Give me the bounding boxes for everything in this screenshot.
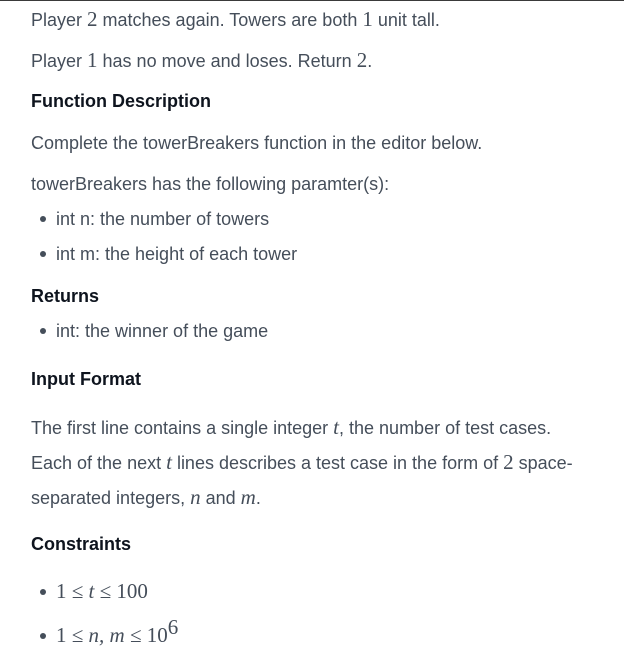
bullet-icon (40, 589, 46, 595)
function-description-text: Complete the towerBreakers function in the editor below. (31, 133, 483, 153)
returns-heading: Returns (31, 286, 100, 306)
list-item: int m: the height of each tower (29, 243, 297, 265)
explanation-line-1: Player 2 matches again. Towers are both 1 unit tall. (31, 7, 440, 31)
input-format-heading: Input Format (31, 369, 141, 389)
list-item: int n: the number of towers (29, 208, 269, 230)
explanation-line-2: Player 1 has no move and loses. Return 2. (31, 48, 373, 72)
input-format-line-3: separated integers, n and m. (31, 485, 261, 509)
constraint-item: 1 ≤ t ≤ 100 (29, 580, 148, 603)
top-border (0, 0, 624, 1)
input-format-line-2: Each of the next t lines describes a test case in the form of 2 space- (31, 450, 573, 474)
constraints-heading: Constraints (31, 534, 132, 554)
function-description-heading: Function Description (31, 91, 211, 111)
params-intro: towerBreakers has the following paramter(s): (31, 174, 390, 194)
bullet-icon (40, 251, 46, 257)
input-format-line-1: The first line contains a single integer t, the number of test cases. (31, 415, 552, 439)
bullet-icon (40, 328, 46, 334)
bullet-icon (40, 633, 46, 639)
list-item: int: the winner of the game (29, 320, 268, 342)
constraint-item: 1 ≤ n, $m \le 10^6$ (29, 616, 178, 647)
bullet-icon (40, 216, 46, 222)
